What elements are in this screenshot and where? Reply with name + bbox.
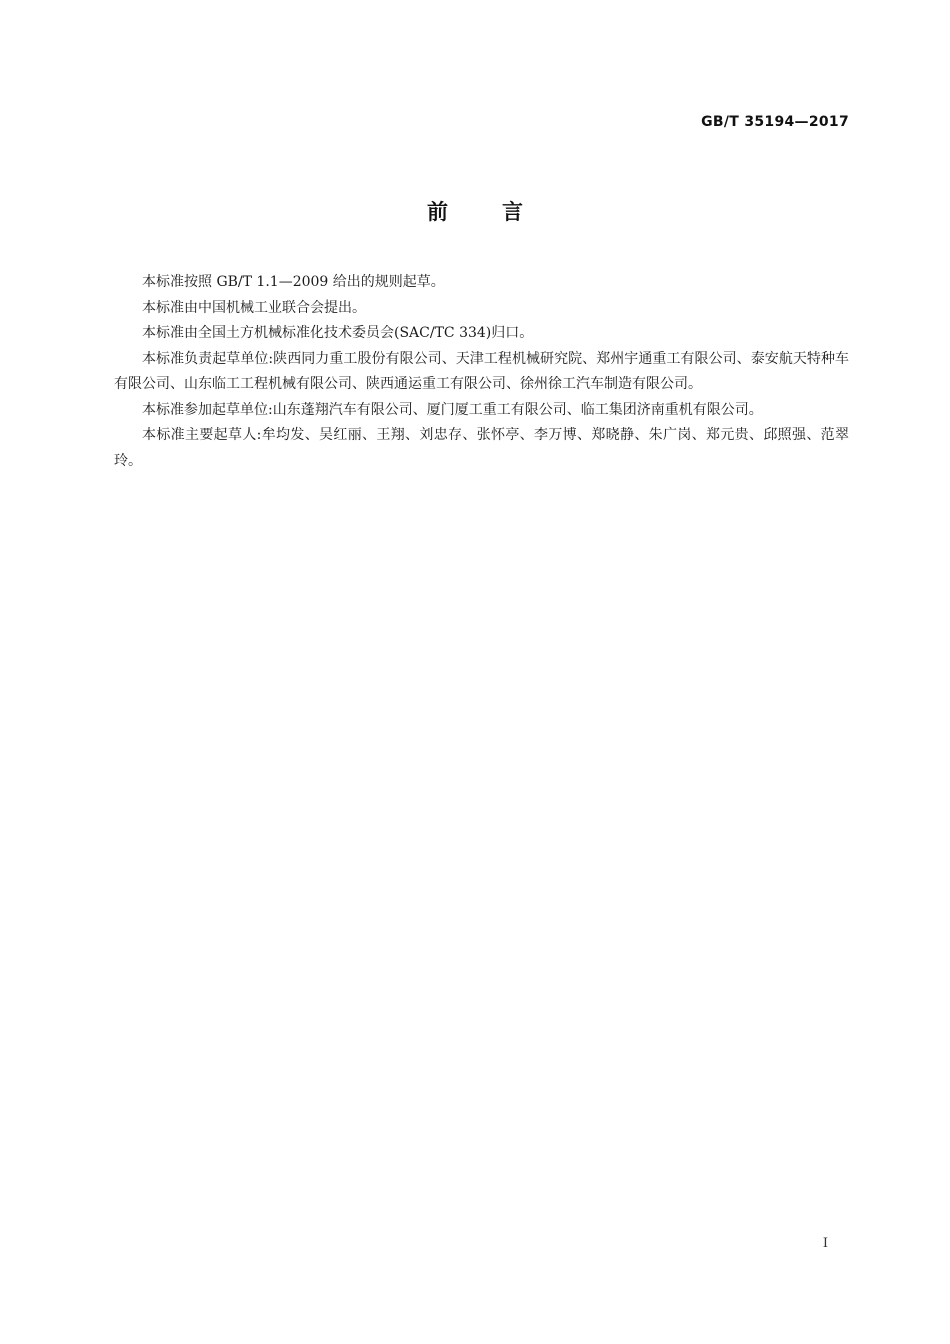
title-char-2: 言 xyxy=(502,200,523,224)
standard-number: GB/T 35194—2017 xyxy=(701,114,849,130)
paragraph-main-drafters: 本标准主要起草人:牟均发、吴红丽、王翔、刘忠存、张怀亭、李万博、郑晓静、朱广岗、郑元贵、邱照强、范翠玲。 xyxy=(114,427,849,469)
page-number: I xyxy=(822,1236,828,1251)
paragraph-technical-committee: 本标准由全国土方机械标准化技术委员会(SAC/TC 334)归口。 xyxy=(142,325,534,341)
page-title xyxy=(0,196,950,226)
title-char-1: 前 xyxy=(427,200,448,224)
paragraph-responsible-drafters: 本标准负责起草单位:陕西同力重工股份有限公司、天津工程机械研究院、郑州宇通重工有限公司、泰安航天特种车有限公司、山东临工工程机械有限公司、陕西通运重工有限公司、徐州徐工汽车制造有限公司。 xyxy=(114,350,849,392)
paragraph-drafting-rules: 本标准按照 GB/T 1.1—2009 给出的规则起草。 xyxy=(142,274,445,290)
paragraph-proposer: 本标准由中国机械工业联合会提出。 xyxy=(142,299,366,316)
paragraph-participating-drafters: 本标准参加起草单位:山东蓬翔汽车有限公司、厦门厦工重工有限公司、临工集团济南重机有限公司。 xyxy=(142,401,763,418)
preface-body xyxy=(114,270,849,474)
